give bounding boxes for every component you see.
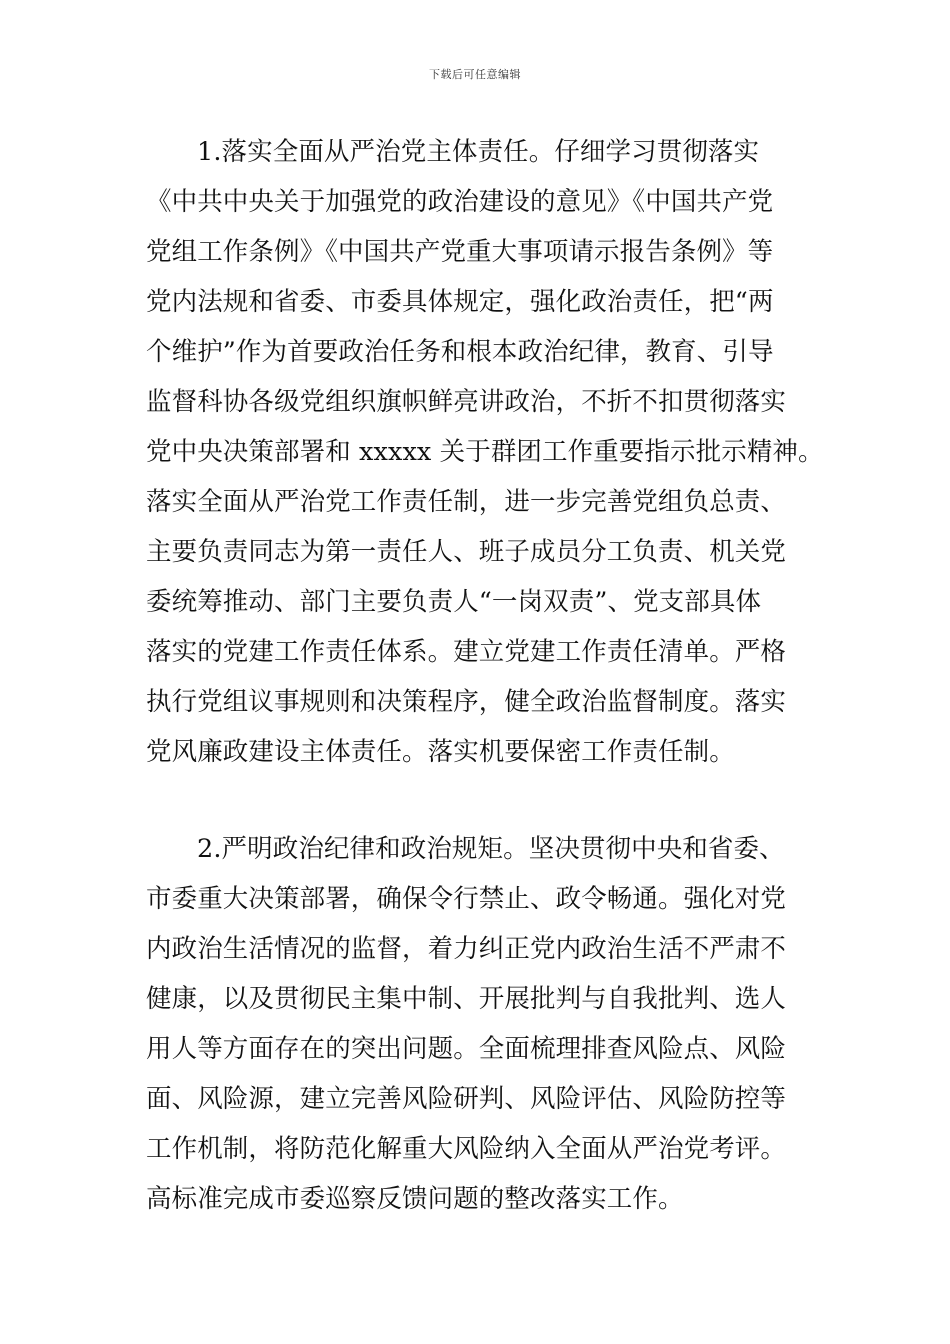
- paragraph-line: 《中共中央关于加强党的政治建设的意见》《中国共产党: [146, 187, 774, 217]
- paragraph-line: 党中央决策部署和 xxxxx 关于群团工作重要指示批示精神。: [146, 437, 824, 467]
- header-note: 下载后可任意编辑: [429, 68, 521, 81]
- paragraph-line: 主要负责同志为第一责任人、班子成员分工负责、机关党: [146, 537, 787, 567]
- paragraph-line: 落实的党建工作责任体系。建立党建工作责任清单。严格: [146, 637, 787, 667]
- paragraph-line: 用人等方面存在的突出问题。全面梳理排查风险点、风险: [146, 1034, 787, 1064]
- paragraph-line: 党内法规和省委、市委具体规定，强化政治责任，把“两: [146, 287, 774, 317]
- paragraph-line: 委统筹推动、部门主要负责人“一岗双责”、党支部具体: [146, 587, 762, 617]
- paragraph-line: 监督科协各级党组织旗帜鲜亮讲政治，不折不扣贯彻落实: [146, 387, 787, 417]
- paragraph-line: 高标准完成市委巡察反馈问题的整改落实工作。: [146, 1184, 684, 1214]
- paragraph-line: 党组工作条例》《中国共产党重大事项请示报告条例》等: [146, 237, 774, 267]
- paragraph-line: 执行党组议事规则和决策程序，健全政治监督制度。落实: [146, 687, 787, 717]
- paragraph-line: 面、风险源，建立完善风险研判、风险评估、风险防控等: [146, 1084, 787, 1114]
- paragraph-line: 内政治生活情况的监督，着力纠正党内政治生活不严肃不: [146, 934, 787, 964]
- paragraph-line: 落实全面从严治党工作责任制，进一步完善党组负总责、: [146, 487, 787, 517]
- paragraph-line: 工作机制，将防范化解重大风险纳入全面从严治党考评。: [146, 1134, 787, 1164]
- paragraph-line: 1.落实全面从严治党主体责任。仔细学习贯彻落实: [197, 137, 760, 167]
- paragraph-line: 市委重大决策部署，确保令行禁止、政令畅通。强化对党: [146, 884, 787, 914]
- paragraph-line: 健康，以及贯彻民主集中制、开展批判与自我批判、选人: [146, 984, 787, 1014]
- paragraph-line: 2.严明政治纪律和政治规矩。坚决贯彻中央和省委、: [197, 834, 785, 864]
- paragraph-line: 党风廉政建设主体责任。落实机要保密工作责任制。: [146, 737, 735, 767]
- paragraph-line: 个维护”作为首要政治任务和根本政治纪律，教育、引导: [146, 337, 774, 367]
